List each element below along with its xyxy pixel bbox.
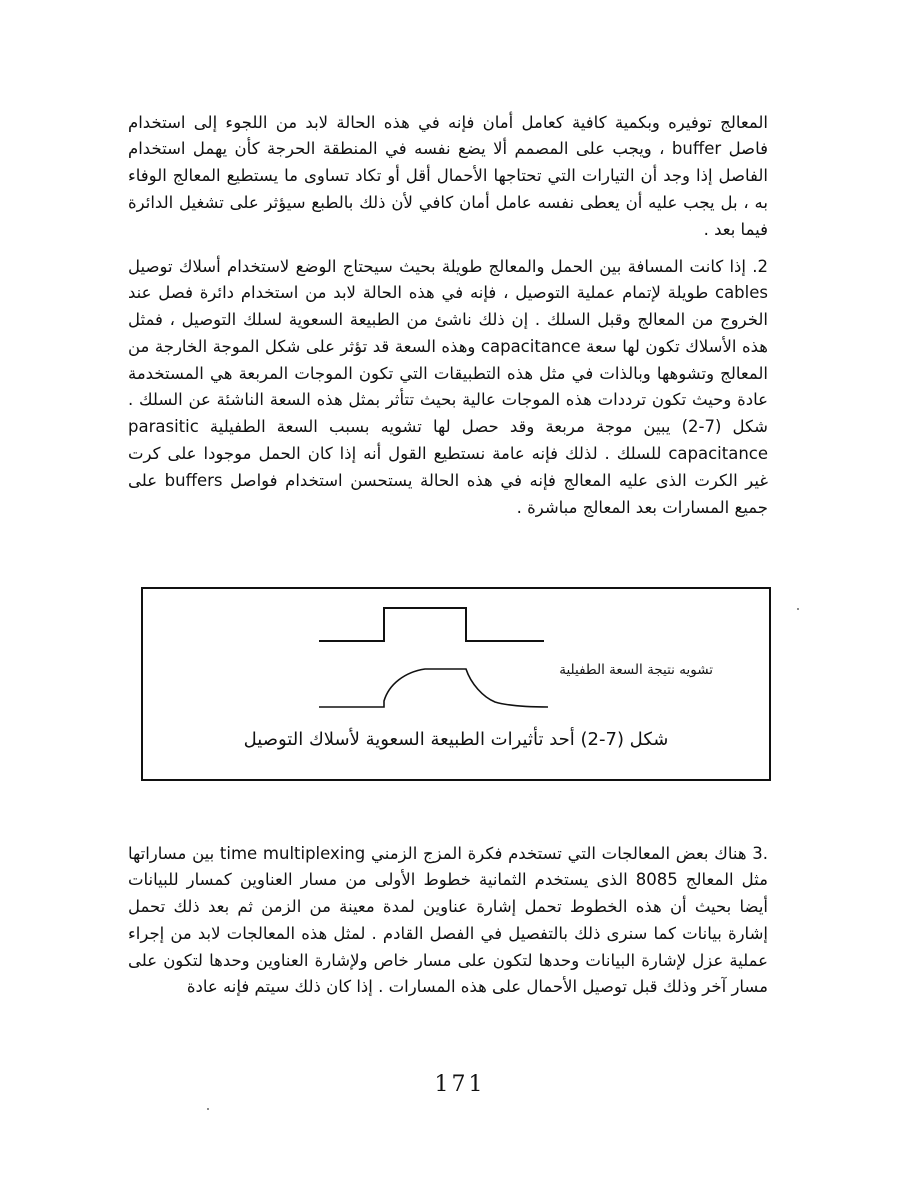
scan-speck: [797, 608, 799, 610]
paragraph-time-multiplexing: .3 هناك بعض المعالجات التي تستخدم فكرة المزج الزمني time multiplexing بين مساراتها مثل المعالج 8085 الذى يستخدم الثمانية خطوط الأولى من مسار العناوين كمسار للبيانات أيضا بحيث أن هذه الخطوط تحمل إشارة عناوين لمدة معينة من الزمن ثم بعد ذلك تحمل إشارة بيانات كما سنرى ذلك بالتفصيل في الفصل القادم . لمثل هذه المعالجات لابد من إجراء عملية عزل لإشارة البيانات وحدها لتكون على مسار خاص ولإشارة العناوين وحدها لتكون على مسار آخر وذلك قبل توصيل الأحمال على هذه المسارات . إذا كان ذلك سيتم فإنه عادة: [128, 843, 768, 997]
figure-caption: شكل (7-2) أحد تأثيرات الطبيعة السعوية لأسلاك التوصيل: [243, 729, 669, 750]
paragraph-cable-capacitance: 2. إذا كانت المسافة بين الحمل والمعالج طويلة بحيث سيحتاج الوضع لاستخدام أسلاك توصيل cables طويلة لإتمام عملية التوصيل ، فإنه في هذه الحالة لابد من استخدام دائرة فصل عند الخروج من المعالج وقبل السلك . إن ذلك ناشئ من الطبيعة السعوية لسلك التوصيل ، فمثل هذه الأسلاك تكون لها سعة capacitance وهذه السعة قد تؤثر على شكل الموجة الخارجة من المعالج وتشوهها وبالذات في مثل هذه التطبيقات التي تكون الموجات المربعة هي المستخدمة عادة وحيث تكون ترددات هذه الموجات عالية بحيث تتأثر بمثل هذه السعة الناشئة عن السلك . شكل (7-2) يبين موجة مربعة وقد حصل لها تشويه بسبب السعة الطفيلية parasitic capacitance للسلك . لذلك فإنه عامة نستطيع القول أنه إذا كان الحمل موجودا على كرت غير الكرت الذى عليه المعالج فإنه في هذه الحالة يستحسن استخدام فواصل buffers على جميع المسارات بعد المعالج مباشرة .: [128, 256, 769, 517]
paragraph-buffer-safety: المعالج توفيره وبكمية كافية كعامل أمان فإنه في هذه الحالة لابد من اللجوء إلى استخدام فاصل buffer ، ويجب على المصمم ألا يضع نفسه في المنطقة الحرجة كأن يهمل استخدام الفاصل إذا وجد أن التيارات التي تحتاجها الأحمال أقل أو تكاد تساوى ما يستطيع المعالج الوفاء به ، بل يجب عليه أن يعطى نفسه عامل أمان كافي لأن ذلك بالطبع سيؤثر على تشغيل الدائرة فيما بعد .: [128, 112, 768, 239]
distortion-note: تشويه نتيجة السعة الطفيلية: [559, 662, 713, 678]
figure-capacitive-distortion: [141, 587, 771, 781]
page-number: 171: [434, 1072, 486, 1097]
scan-speck: [207, 1108, 209, 1110]
ideal-square-wave: [319, 608, 544, 641]
